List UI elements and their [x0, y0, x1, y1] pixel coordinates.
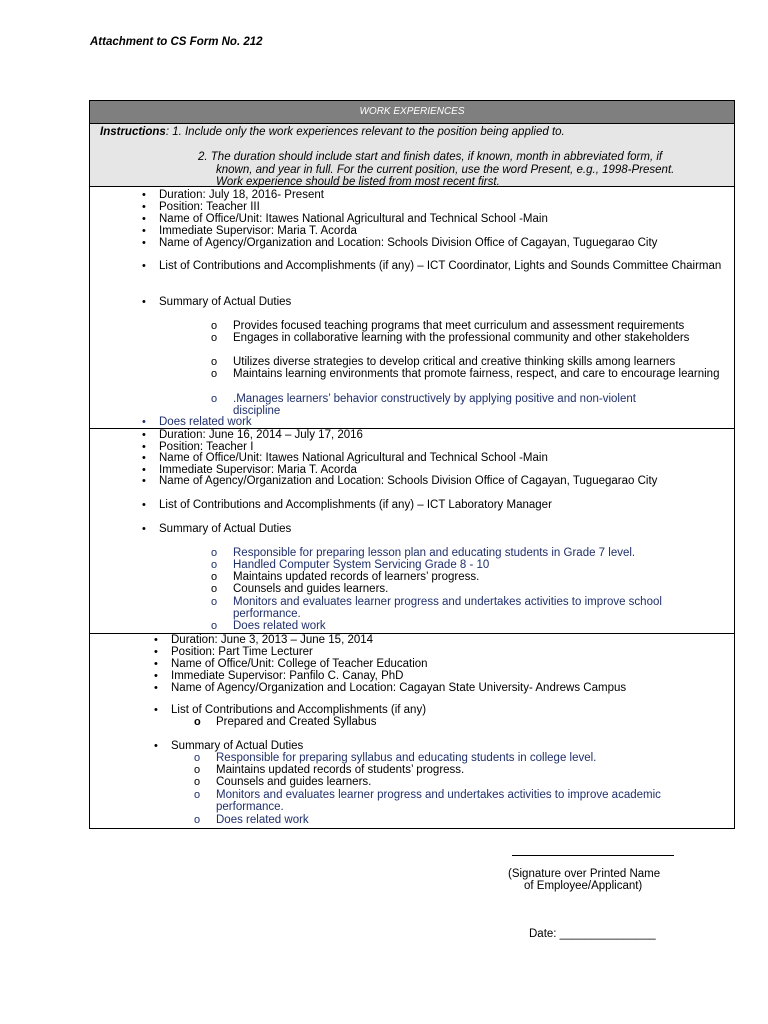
- instruction-line-1: [100, 126, 565, 138]
- entry3-supervisor: • Immediate Supervisor: Panfilo C. Canay, PhD: [171, 670, 403, 682]
- entry1-duty-4: o Maintains learning environments that promote fairness, respect, and care to encourage learning: [233, 368, 723, 380]
- entry2-duty-2: o Handled Computer System Servicing Grade 8 - 10: [233, 559, 489, 571]
- attachment-header: Attachment to CS Form No. 212: [90, 36, 263, 48]
- entry3-duty-1: o Responsible for preparing syllabus and educating students in college level.: [216, 752, 596, 764]
- instructions-label: Instructions: [100, 126, 166, 138]
- work-experience-table: [89, 100, 735, 829]
- entry1-duty-1: o Provides focused teaching programs that meet curriculum and assessment requirements: [233, 320, 684, 332]
- entry2-duty-1: o Responsible for preparing lesson plan and educating students in Grade 7 level.: [233, 547, 635, 559]
- entry1-supervisor: • Immediate Supervisor: Maria T. Acorda: [159, 225, 357, 237]
- entry1-duration: • Duration: July 18, 2016- Present: [159, 189, 324, 201]
- entry2-office: • Name of Office/Unit: Itawes National Agricultural and Technical School -Main: [159, 452, 548, 464]
- entry3-position: • Position: Part Time Lecturer: [171, 646, 313, 658]
- signature-line: [512, 855, 674, 856]
- work-entry-1: [90, 187, 734, 429]
- entry2-duty-4: o Counsels and guides learners.: [233, 583, 388, 595]
- entry1-office: • Name of Office/Unit: Itawes National Agricultural and Technical School -Main: [159, 213, 548, 225]
- entry3-duty-2: o Maintains updated records of students’ progress.: [216, 764, 464, 776]
- entry2-supervisor: • Immediate Supervisor: Maria T. Acorda: [159, 464, 357, 476]
- entry3-office: • Name of Office/Unit: College of Teacher Education: [171, 658, 428, 670]
- entry1-duty-2: o Engages in collaborative learning with the professional community and other stakeholders: [233, 332, 703, 344]
- entry2-duration: • Duration: June 16, 2014 – July 17, 2016: [159, 429, 363, 441]
- entry2-position: • Position: Teacher I: [159, 441, 253, 453]
- entry2-agency: • Name of Agency/Organization and Location: Schools Division Office of Cagayan, Tuguegarao City: [159, 475, 657, 487]
- instruction-line-2: [198, 151, 726, 189]
- entry1-related-work: • Does related work: [159, 416, 252, 428]
- entry2-duty-5: o Monitors and evaluates learner progress and undertakes activities to improve school performance.: [233, 596, 718, 620]
- entry3-duty-5: o Does related work: [216, 814, 309, 826]
- entry3-contributions: • List of Contributions and Accomplishments (if any): [171, 704, 426, 716]
- instruction-2c: Work experience should be listed from most recent first.: [216, 176, 500, 188]
- entry1-summary: • Summary of Actual Duties: [159, 296, 291, 308]
- work-entry-3: [90, 634, 734, 828]
- date-field: Date: _______________: [529, 928, 656, 940]
- entry1-duty-3: o Utilizes diverse strategies to develop critical and creative thinking skills among learners: [233, 356, 675, 368]
- signature-label-2: of Employee/Applicant): [524, 880, 643, 892]
- entry1-duty-5: o .Manages learners’ behavior constructively by applying positive and non-violent discipline: [233, 393, 673, 417]
- instruction-2b: known, and year in full. For the current position, use the word Present, e.g., 1998-Present.: [216, 163, 675, 176]
- entry3-summary: • Summary of Actual Duties: [171, 740, 303, 752]
- entry3-agency: • Name of Agency/Organization and Location: Cagayan State University- Andrews Campus: [171, 682, 626, 694]
- entry2-contributions: • List of Contributions and Accomplishments (if any) – ICT Laboratory Manager: [159, 499, 552, 511]
- instruction-1: : 1. Include only the work experiences relevant to the position being applied to.: [165, 126, 565, 138]
- signature-label-1: (Signature over Printed Name: [508, 868, 661, 880]
- entry3-duty-3: o Counsels and guides learners.: [216, 776, 371, 788]
- entry1-contributions: • List of Contributions and Accomplishments (if any) – ICT Coordinator, Lights and Sounds Committee Chairman: [159, 260, 729, 272]
- table-title: WORK EXPERIENCES: [90, 101, 734, 124]
- entry3-duration: • Duration: June 3, 2013 – June 15, 2014: [171, 634, 373, 646]
- work-entry-2: [90, 429, 734, 634]
- instruction-2a: 2. The duration should include start and finish dates, if known, month in abbreviated form, if: [198, 151, 663, 163]
- entry2-summary: • Summary of Actual Duties: [159, 523, 291, 535]
- entry3-contribution-item: o Prepared and Created Syllabus: [216, 716, 376, 728]
- instructions-block: [90, 124, 734, 187]
- entry1-position: • Position: Teacher III: [159, 201, 260, 213]
- entry2-duty-6: o Does related work: [233, 620, 326, 632]
- entry3-duty-4: o Monitors and evaluates learner progress and undertakes activities to improve academic performance.: [216, 789, 716, 813]
- entry1-agency: • Name of Agency/Organization and Location: Schools Division Office of Cagayan, Tuguegarao City: [159, 237, 657, 249]
- entry2-duty-3: o Maintains updated records of learners’ progress.: [233, 571, 479, 583]
